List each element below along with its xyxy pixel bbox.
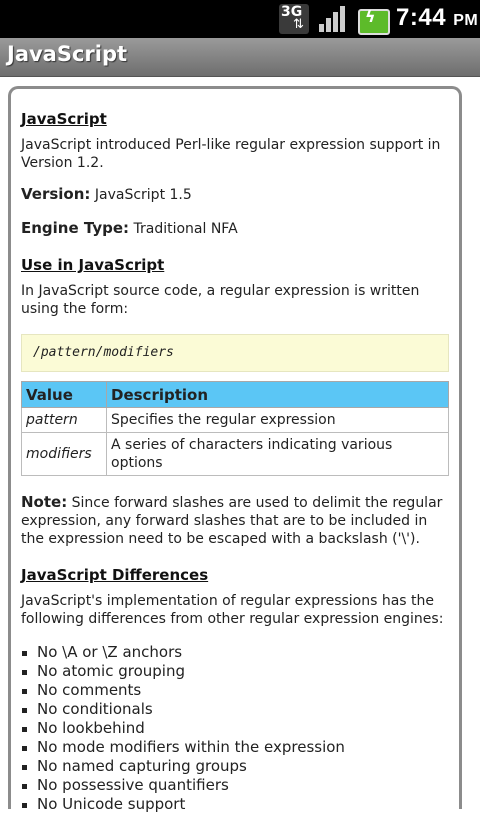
table-cell-value: pattern [22, 408, 107, 433]
version-value: JavaScript 1.5 [94, 187, 192, 203]
status-bar [0, 0, 480, 38]
table-header-value: Value [22, 382, 107, 408]
differences-list [21, 643, 451, 814]
bullet-square-icon [22, 784, 27, 789]
table-header-description: Description [107, 382, 449, 408]
list-item [21, 757, 451, 776]
list-item [21, 738, 451, 757]
use-intro-paragraph: In JavaScript source code, a regular expression is written using the form: [21, 283, 420, 317]
battery-charging-icon: ϟ [356, 4, 390, 34]
intro-paragraph: JavaScript introduced Perl-like regular expression support in Version 1.2. [21, 137, 441, 171]
clock-ampm: PM [453, 12, 479, 29]
list-item [21, 719, 451, 738]
bullet-square-icon [22, 689, 27, 694]
bullet-square-icon [22, 651, 27, 656]
signal-strength-icon [317, 4, 349, 34]
title-bar [0, 38, 480, 77]
page-title: JavaScript [7, 42, 128, 66]
version-label: Version: [21, 185, 91, 203]
list-item-text: No mode modifiers within the expression [37, 738, 345, 756]
table-cell-description: A series of characters indicating various options [107, 433, 449, 476]
section-heading-javascript: JavaScript [21, 110, 107, 128]
table-header-row [22, 382, 449, 408]
list-item-text: No possessive quantifiers [37, 776, 229, 794]
engine-type-label: Engine Type: [21, 219, 130, 237]
bullet-square-icon [22, 803, 27, 808]
engine-type-value: Traditional NFA [133, 221, 238, 237]
list-item [21, 662, 451, 681]
list-item-text: No lookbehind [37, 719, 145, 737]
table-cell-value: modifiers [22, 433, 107, 476]
content-body [21, 110, 451, 814]
version-line [21, 185, 451, 204]
code-block: /pattern/modifiers [21, 334, 449, 372]
list-item [21, 795, 451, 814]
list-item-text: No Unicode support [37, 795, 186, 813]
list-item [21, 776, 451, 795]
clock [396, 4, 478, 32]
list-item-text: No comments [37, 681, 142, 699]
list-item-text: No \A or \Z anchors [37, 643, 183, 661]
bullet-square-icon [22, 670, 27, 675]
clock-time: 7:44 [396, 4, 447, 31]
note-paragraph [21, 493, 451, 548]
modifiers-table [21, 381, 449, 476]
bullet-square-icon [22, 708, 27, 713]
list-item [21, 681, 451, 700]
section-heading-use: Use in JavaScript [21, 256, 165, 274]
table-row [22, 433, 449, 476]
differences-intro-paragraph: JavaScript's implementation of regular expressions has the following differences from other regular expression engines: [21, 593, 444, 627]
note-text: Since forward slashes are used to delimit the regular expression, any forward slashes that are to be included in the expression need to be escaped with a backslash ('\'). [21, 495, 443, 547]
section-heading-differences: JavaScript Differences [21, 566, 209, 584]
list-item [21, 643, 451, 662]
engine-type-line [21, 219, 451, 238]
list-item-text: No named capturing groups [37, 757, 247, 775]
3g-data-icon: 3G ⇅ [279, 4, 311, 34]
list-item-text: No conditionals [37, 700, 153, 718]
table-row [22, 408, 449, 433]
list-item-text: No atomic grouping [37, 662, 185, 680]
bullet-square-icon [22, 727, 27, 732]
bullet-square-icon [22, 765, 27, 770]
table-cell-description: Specifies the regular expression [107, 408, 449, 433]
bullet-square-icon [22, 746, 27, 751]
note-label: Note: [21, 493, 68, 511]
list-item [21, 700, 451, 719]
